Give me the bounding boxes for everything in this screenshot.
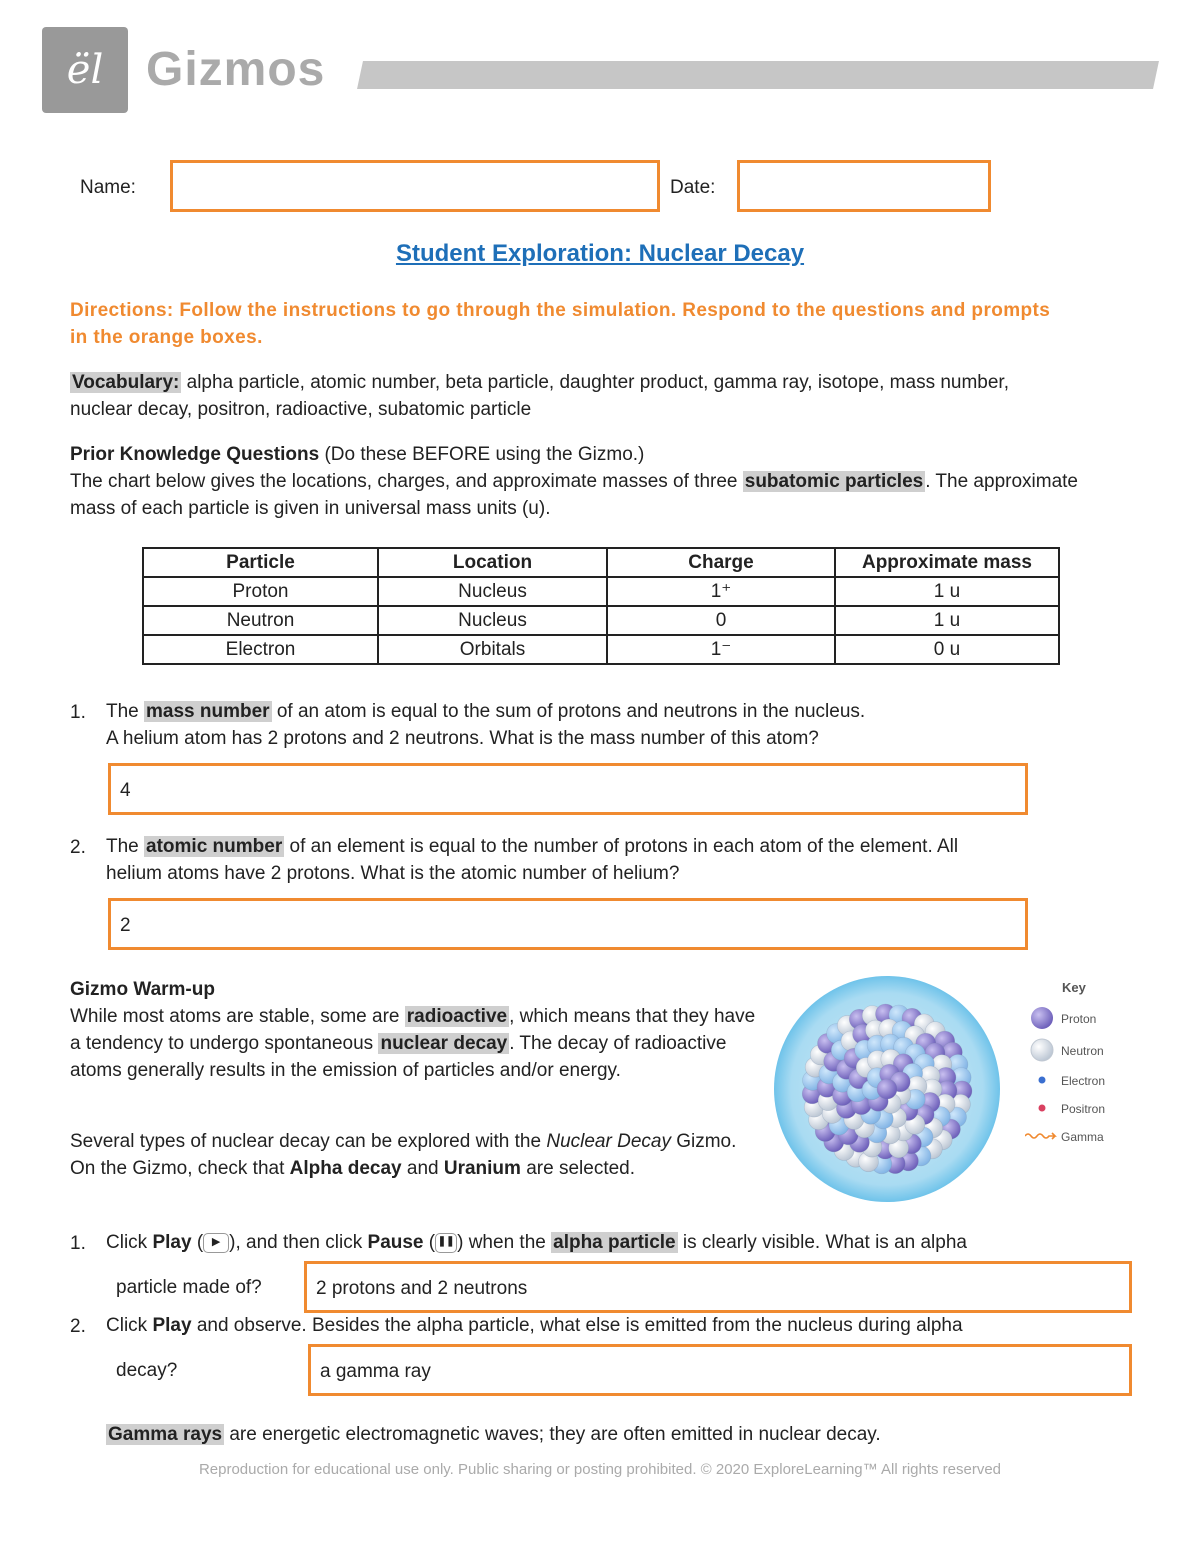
key-item-electron: Electron (1061, 1074, 1106, 1088)
q-text: The (106, 836, 139, 857)
q-text: is clearly visible. What is an alpha (682, 1232, 967, 1253)
table-cell: 0 u (835, 635, 1059, 664)
date-label: Date: (670, 177, 716, 198)
q-text: ) when the (457, 1232, 546, 1253)
name-field[interactable] (170, 160, 660, 212)
q-text: of an atom is equal to the sum of protons and neutrons in the nucleus. (276, 701, 866, 722)
table-header: Location (378, 548, 607, 577)
brand-name: Gizmos (146, 43, 326, 96)
vocabulary-label: Vocabulary: (72, 372, 180, 393)
prior-intro-1: The chart below gives the locations, charges, and approximate masses of three (70, 471, 738, 492)
warmup-q2-line2: decay? (116, 1360, 178, 1381)
p-text: . The decay of radioactive atoms generally results in the emission of particles and/or energy. (70, 1033, 727, 1081)
play-icon: ▶ (203, 1233, 229, 1253)
q-text: Click (106, 1315, 148, 1336)
p-text: and (406, 1158, 439, 1179)
uranium-option: Uranium (443, 1158, 521, 1179)
name-label: Name: (80, 177, 136, 198)
table-cell: Nucleus (378, 606, 607, 635)
table-row (143, 606, 1059, 635)
p-text: While most atoms are stable, some are (70, 1006, 400, 1027)
explorelearning-logo (42, 27, 128, 113)
play-label: Play (152, 1232, 192, 1253)
table-cell: Electron (143, 635, 378, 664)
positron-icon (1039, 1105, 1046, 1112)
nucleus-illustration (770, 975, 1005, 1205)
prior-intro-2: . The approximate mass of each particle is given in universal mass units (u). (70, 471, 1078, 519)
p-text: are selected. (526, 1158, 636, 1179)
answer-field-warmup-1[interactable]: 2 protons and 2 neutrons (304, 1261, 1132, 1313)
alpha-decay-option: Alpha decay (289, 1158, 402, 1179)
p-text: Several types of nuclear decay can be explored with the (70, 1131, 542, 1152)
table-cell: Neutron (143, 606, 378, 635)
warmup-q1-line2: particle made of? (116, 1277, 262, 1298)
prior-question-2 (106, 833, 1106, 887)
answer-field-prior-1[interactable]: 4 (108, 763, 1028, 815)
term-nuclear-decay: nuclear decay (380, 1033, 508, 1054)
table-cell: Nucleus (378, 577, 607, 606)
page-title: Student Exploration: Nuclear Decay (395, 240, 805, 267)
electron-icon (1039, 1077, 1046, 1084)
table-cell: 1⁺ (607, 577, 835, 606)
q-text: ), and then click (229, 1232, 363, 1253)
neutron-icon (1031, 1039, 1053, 1061)
key-title: Key (1062, 980, 1086, 995)
table-header: Charge (607, 548, 835, 577)
prior-heading-note: (Do these BEFORE using the Gizmo.) (324, 444, 645, 465)
play-label: Play (152, 1315, 192, 1336)
q-text: helium atoms have 2 protons. What is the atomic number of helium? (106, 863, 680, 884)
gamma-rays-note (106, 1421, 1106, 1448)
table-header-row (143, 548, 1059, 577)
table-row (143, 635, 1059, 664)
table-header: Approximate mass (835, 548, 1059, 577)
gizmo-name: Nuclear Decay (546, 1131, 671, 1152)
question-number: 2. (70, 1316, 86, 1337)
key-item-proton: Proton (1061, 1012, 1097, 1026)
footer-copyright: Reproduction for educational use only. Public sharing or posting prohibited. © 2020 ExploreLearning™ All rights reserved (198, 1461, 1002, 1478)
logo-glyph: ël (66, 47, 104, 93)
proton-icon (1031, 1007, 1053, 1029)
term-subatomic-particles: subatomic particles (744, 471, 924, 492)
p-text: , which means that they have a tendency to undergo spontaneous (70, 1006, 756, 1054)
term-alpha-particle: alpha particle (553, 1232, 676, 1253)
answer-field-warmup-2[interactable]: a gamma ray (308, 1344, 1132, 1396)
p-text: Gizmo. On the Gizmo, check that (70, 1131, 737, 1179)
question-number: 2. (70, 837, 86, 858)
table-cell: 1 u (835, 577, 1059, 606)
particle-table (142, 547, 1060, 665)
table-cell: 0 (607, 606, 835, 635)
table-row (143, 577, 1059, 606)
directions: Directions: Follow the instructions to go through the simulation. Respond to the questions and prompts in the orange boxes. (70, 300, 1051, 348)
table-cell: Proton (143, 577, 378, 606)
gamma-icon (1025, 1133, 1055, 1139)
q-text: and observe. Besides the alpha particle, what else is emitted from the nucleus during alpha (196, 1315, 963, 1336)
term-gamma-rays: Gamma rays (108, 1424, 223, 1445)
prior-question-1 (106, 698, 1086, 752)
key-item-gamma: Gamma (1061, 1130, 1104, 1144)
warmup-question-1 (106, 1229, 1106, 1256)
date-field[interactable] (737, 160, 991, 212)
question-number: 1. (70, 702, 86, 723)
key-swatches (1025, 1000, 1065, 1150)
vocabulary (70, 369, 1070, 423)
answer-field-prior-2[interactable]: 2 (108, 898, 1028, 950)
pause-icon: ❚❚ (435, 1233, 457, 1253)
table-cell: Orbitals (378, 635, 607, 664)
key-item-positron: Positron (1061, 1102, 1106, 1116)
term-mass-number: mass number (146, 701, 270, 722)
nucleon (877, 1079, 897, 1099)
prior-knowledge-section (70, 441, 1100, 522)
p-text: are energetic electromagnetic waves; they are often emitted in nuclear decay. (229, 1424, 881, 1445)
q-text: ( (428, 1232, 436, 1253)
warmup-heading: Gizmo Warm-up (70, 979, 215, 1000)
warmup-paragraph-2 (70, 1128, 760, 1182)
table-header: Particle (143, 548, 378, 577)
term-atomic-number: atomic number (146, 836, 283, 857)
q-text: ( (196, 1232, 204, 1253)
warmup-paragraph-1 (70, 976, 760, 1084)
table-cell: 1 u (835, 606, 1059, 635)
pause-label: Pause (367, 1232, 424, 1253)
table-cell: 1⁻ (607, 635, 835, 664)
vocabulary-text: alpha particle, atomic number, beta particle, daughter product, gamma ray, isotope, mass number, nuclear decay, positron, radioactive, subatomic particle (70, 372, 1009, 420)
header-bar (357, 61, 1159, 89)
prior-heading: Prior Knowledge Questions (70, 444, 320, 465)
key-item-neutron: Neutron (1061, 1044, 1104, 1058)
q-text: The (106, 701, 139, 722)
warmup-question-2 (106, 1312, 1166, 1339)
q-text: of an element is equal to the number of protons in each atom of the element. All (289, 836, 959, 857)
q-text: Click (106, 1232, 148, 1253)
term-radioactive: radioactive (406, 1006, 508, 1027)
question-number: 1. (70, 1233, 86, 1254)
q-text: A helium atom has 2 protons and 2 neutrons. What is the mass number of this atom? (106, 728, 819, 749)
